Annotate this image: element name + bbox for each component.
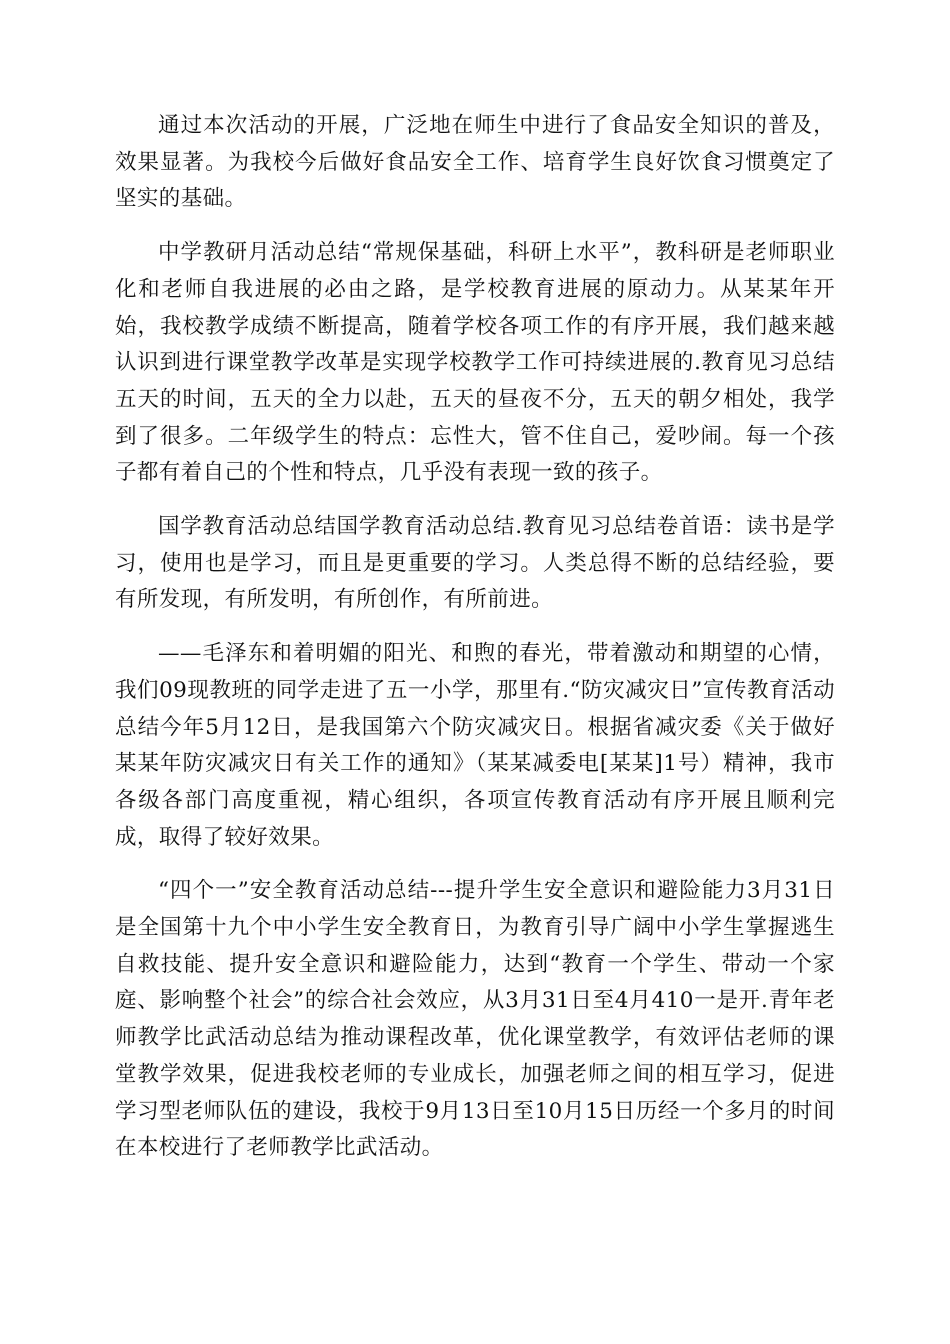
paragraph-safety-education: “四个一”安全教育活动总结---提升学生安全意识和避险能力3月31日是全国第十九个中小学生安全教育日，为教育引导广阔中小学生掌握逃生自救技能、提升安全意识和避险能力，达到“教育一个学生、带动一个家庭、影响整个社会”的综合社会效应，从3月31日至4月410一是开.青年老师教学比武活动总结为推动课程改革，优化课堂教学，有效评估老师的课堂教学效果，促进我校老师的专业成长，加强老师之间的相互学习，促进学习型老师队伍的建设，我校于9月13日至10月15日历经一个多月的时间在本校进行了老师教学比武活动。 [115,878,835,1161]
paragraph-teaching-research: 中学教研月活动总结“常规保基础，科研上水平”，教科研是老师职业化和老师自我进展的必由之路，是学校教育进展的原动力。从某某年开始，我校教学成绩不断提高，随着学校各项工作的有序开展，我们越来越认识到进行课堂教学改革是实现学校教学工作可持续进展的.教育见习总结五天的时间，五天的全力以赴，五天的昼夜不分，五天的朝夕相处，我学到了很多。二年级学生的特点：忘性大，管不住自己，爱吵闹。每一个孩子都有着自己的个性和特点，几乎没有表现一致的孩子。 [115,240,835,486]
document-body [115,108,835,1184]
paragraph-disaster-prevention: ——毛泽东和着明媚的阳光、和煦的春光，带着激动和期望的心情，我们09现教班的同学走进了五一小学，那里有.“防灾减灾日”宣传教育活动总结今年5月12日，是我国第六个防灾减灾日。根据省减灾委《关于做好某某年防灾减灾日有关工作的通知》（某某减委电[某某]1号）精神，我市各级各部门高度重视，精心组织，各项宣传教育活动有序开展且顺利完成，取得了较好效果。 [115,641,835,850]
paragraph-guoxue-education: 国学教育活动总结国学教育活动总结.教育见习总结卷首语：读书是学习，使用也是学习，而且是更重要的学习。人类总得不断的总结经验，要有所发现，有所发明，有所创作，有所前进。 [115,514,835,613]
paragraph-food-safety: 通过本次活动的开展，广泛地在师生中进行了食品安全知识的普及，效果显著。为我校今后做好食品安全工作、培育学生良好饮食习惯奠定了坚实的基础。 [115,113,835,212]
